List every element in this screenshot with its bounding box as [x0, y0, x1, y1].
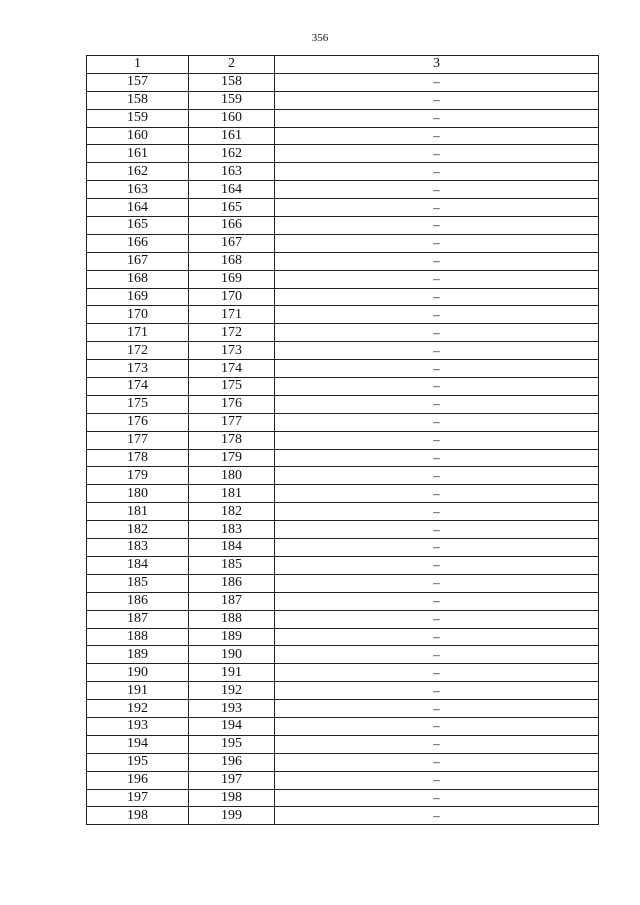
table-cell-col-1: 161	[87, 145, 189, 163]
table-cell-col-3: –	[275, 360, 599, 378]
table-cell-col-2: 163	[189, 163, 275, 181]
table-row	[87, 539, 599, 557]
table-cell-col-1: 175	[87, 395, 189, 413]
table-row	[87, 127, 599, 145]
table-cell-col-2: 184	[189, 539, 275, 557]
table-cell-col-1: 172	[87, 342, 189, 360]
table-row	[87, 682, 599, 700]
table-cell-col-3: –	[275, 682, 599, 700]
table-cell-col-1: 164	[87, 199, 189, 217]
table-row	[87, 395, 599, 413]
table-cell-col-2: 191	[189, 664, 275, 682]
table-cell-col-2: 190	[189, 646, 275, 664]
table-cell-col-1: 183	[87, 539, 189, 557]
table-cell-col-2: 197	[189, 771, 275, 789]
table-cell-col-1: 160	[87, 127, 189, 145]
table-cell-col-3: –	[275, 610, 599, 628]
table-row	[87, 771, 599, 789]
table-cell-col-3: –	[275, 163, 599, 181]
table-cell-col-1: 179	[87, 467, 189, 485]
table-cell-col-3: –	[275, 91, 599, 109]
table-row	[87, 91, 599, 109]
table-cell-col-2: 177	[189, 413, 275, 431]
table-row	[87, 73, 599, 91]
table-cell-col-1: 180	[87, 485, 189, 503]
table-row	[87, 664, 599, 682]
table-row	[87, 592, 599, 610]
table-cell-col-1: 171	[87, 324, 189, 342]
column-header-1: 1	[87, 56, 189, 74]
table-cell-col-2: 158	[189, 73, 275, 91]
table-cell-col-2: 181	[189, 485, 275, 503]
table-cell-col-1: 177	[87, 431, 189, 449]
table-row	[87, 574, 599, 592]
table-row	[87, 717, 599, 735]
table-row	[87, 306, 599, 324]
table-cell-col-3: –	[275, 217, 599, 235]
table-cell-col-2: 176	[189, 395, 275, 413]
table-cell-col-2: 189	[189, 628, 275, 646]
table-row	[87, 413, 599, 431]
table-cell-col-1: 196	[87, 771, 189, 789]
table-cell-col-1: 163	[87, 181, 189, 199]
table-cell-col-3: –	[275, 574, 599, 592]
table-cell-col-2: 185	[189, 556, 275, 574]
table-row	[87, 700, 599, 718]
table-cell-col-1: 181	[87, 503, 189, 521]
table-row	[87, 378, 599, 396]
table-cell-col-3: –	[275, 771, 599, 789]
table-cell-col-2: 180	[189, 467, 275, 485]
table-cell-col-3: –	[275, 700, 599, 718]
table-row	[87, 753, 599, 771]
table-cell-col-1: 168	[87, 270, 189, 288]
table-cell-col-2: 168	[189, 252, 275, 270]
table-cell-col-3: –	[275, 503, 599, 521]
table-cell-col-1: 174	[87, 378, 189, 396]
table-cell-col-2: 179	[189, 449, 275, 467]
table-cell-col-3: –	[275, 306, 599, 324]
table-cell-col-3: –	[275, 646, 599, 664]
table-cell-col-3: –	[275, 431, 599, 449]
table-cell-col-3: –	[275, 234, 599, 252]
table-cell-col-2: 193	[189, 700, 275, 718]
table-cell-col-1: 198	[87, 807, 189, 825]
table-row	[87, 342, 599, 360]
table-cell-col-3: –	[275, 73, 599, 91]
table-row	[87, 449, 599, 467]
table-cell-col-1: 173	[87, 360, 189, 378]
table-cell-col-3: –	[275, 109, 599, 127]
table-cell-col-2: 175	[189, 378, 275, 396]
table-cell-col-1: 193	[87, 717, 189, 735]
table-cell-col-1: 188	[87, 628, 189, 646]
table-cell-col-2: 169	[189, 270, 275, 288]
table-cell-col-1: 191	[87, 682, 189, 700]
table-cell-col-2: 161	[189, 127, 275, 145]
table-row	[87, 789, 599, 807]
table-cell-col-3: –	[275, 181, 599, 199]
table-row	[87, 807, 599, 825]
table-row	[87, 234, 599, 252]
table-row	[87, 467, 599, 485]
table-cell-col-1: 192	[87, 700, 189, 718]
table-cell-col-1: 186	[87, 592, 189, 610]
table-cell-col-1: 159	[87, 109, 189, 127]
table-cell-col-1: 194	[87, 735, 189, 753]
table-cell-col-3: –	[275, 378, 599, 396]
table-cell-col-2: 170	[189, 288, 275, 306]
table-cell-col-2: 164	[189, 181, 275, 199]
table-cell-col-1: 184	[87, 556, 189, 574]
table-cell-col-3: –	[275, 145, 599, 163]
table-cell-col-3: –	[275, 789, 599, 807]
table-cell-col-2: 171	[189, 306, 275, 324]
table-cell-col-3: –	[275, 413, 599, 431]
table-cell-col-3: –	[275, 539, 599, 557]
table-cell-col-3: –	[275, 664, 599, 682]
table-cell-col-1: 190	[87, 664, 189, 682]
table-cell-col-2: 198	[189, 789, 275, 807]
table-cell-col-1: 182	[87, 521, 189, 539]
table-cell-col-1: 187	[87, 610, 189, 628]
table-cell-col-1: 162	[87, 163, 189, 181]
table-row	[87, 735, 599, 753]
table-row	[87, 145, 599, 163]
table-cell-col-1: 166	[87, 234, 189, 252]
column-header-3: 3	[275, 56, 599, 74]
table-row	[87, 628, 599, 646]
table-cell-col-2: 166	[189, 217, 275, 235]
table-cell-col-3: –	[275, 521, 599, 539]
table-cell-col-3: –	[275, 735, 599, 753]
table-cell-col-1: 157	[87, 73, 189, 91]
table-cell-col-3: –	[275, 342, 599, 360]
table-cell-col-3: –	[275, 592, 599, 610]
table-cell-col-2: 162	[189, 145, 275, 163]
table-row	[87, 288, 599, 306]
table-cell-col-2: 167	[189, 234, 275, 252]
table-cell-col-2: 188	[189, 610, 275, 628]
table-cell-col-3: –	[275, 199, 599, 217]
table-cell-col-1: 158	[87, 91, 189, 109]
table-cell-col-1: 189	[87, 646, 189, 664]
table-cell-col-1: 178	[87, 449, 189, 467]
table-row	[87, 503, 599, 521]
table-body	[87, 73, 599, 824]
table-row	[87, 610, 599, 628]
table-row	[87, 181, 599, 199]
table-cell-col-2: 186	[189, 574, 275, 592]
table-cell-col-2: 159	[189, 91, 275, 109]
table-cell-col-3: –	[275, 270, 599, 288]
table-cell-col-2: 194	[189, 717, 275, 735]
table-row	[87, 646, 599, 664]
table-cell-col-3: –	[275, 324, 599, 342]
table-cell-col-2: 187	[189, 592, 275, 610]
table-row	[87, 109, 599, 127]
table-cell-col-3: –	[275, 753, 599, 771]
data-table	[86, 55, 599, 825]
table-cell-col-1: 176	[87, 413, 189, 431]
table-row	[87, 360, 599, 378]
table-cell-col-3: –	[275, 288, 599, 306]
table-row	[87, 324, 599, 342]
table-cell-col-3: –	[275, 628, 599, 646]
table-row	[87, 521, 599, 539]
table-cell-col-2: 195	[189, 735, 275, 753]
table-row	[87, 217, 599, 235]
table-cell-col-2: 173	[189, 342, 275, 360]
table-header-row	[87, 56, 599, 74]
table-cell-col-1: 197	[87, 789, 189, 807]
table-cell-col-2: 182	[189, 503, 275, 521]
table-cell-col-3: –	[275, 807, 599, 825]
table-cell-col-1: 195	[87, 753, 189, 771]
table-cell-col-3: –	[275, 395, 599, 413]
table-cell-col-1: 170	[87, 306, 189, 324]
table-cell-col-1: 167	[87, 252, 189, 270]
table-cell-col-2: 199	[189, 807, 275, 825]
table-cell-col-3: –	[275, 449, 599, 467]
column-header-2: 2	[189, 56, 275, 74]
table-cell-col-2: 165	[189, 199, 275, 217]
table-row	[87, 270, 599, 288]
table-row	[87, 252, 599, 270]
table-cell-col-3: –	[275, 252, 599, 270]
page-number: 356	[311, 32, 329, 44]
table-cell-col-2: 178	[189, 431, 275, 449]
table-cell-col-3: –	[275, 556, 599, 574]
table-cell-col-2: 183	[189, 521, 275, 539]
table-cell-col-1: 165	[87, 217, 189, 235]
table-cell-col-2: 192	[189, 682, 275, 700]
table-row	[87, 163, 599, 181]
table-cell-col-2: 160	[189, 109, 275, 127]
table-cell-col-3: –	[275, 127, 599, 145]
table-cell-col-1: 185	[87, 574, 189, 592]
table-cell-col-3: –	[275, 717, 599, 735]
table-cell-col-2: 196	[189, 753, 275, 771]
table-cell-col-1: 169	[87, 288, 189, 306]
table-cell-col-3: –	[275, 485, 599, 503]
table-row	[87, 556, 599, 574]
table-row	[87, 199, 599, 217]
table-row	[87, 485, 599, 503]
table-cell-col-2: 174	[189, 360, 275, 378]
table-cell-col-2: 172	[189, 324, 275, 342]
table-row	[87, 431, 599, 449]
table-cell-col-3: –	[275, 467, 599, 485]
